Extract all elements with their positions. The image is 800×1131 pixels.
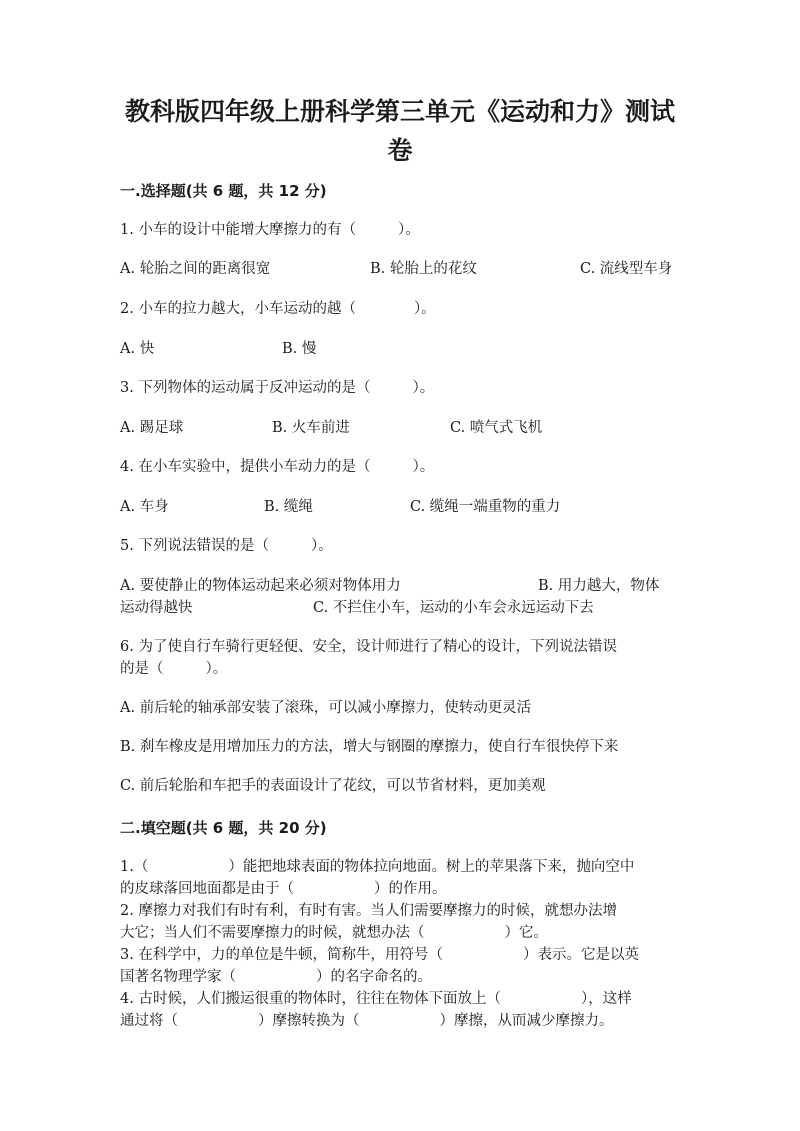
fill-2-line-2 [120, 922, 548, 944]
question-1-text: 1. 小车的设计中能增大摩擦力的有（ [120, 222, 356, 238]
q3-option-c: C. 喷气式飞机 [450, 420, 543, 436]
fill-1-text: ）能把地球表面的物体拉向地面。树上的苹果落下来，抛向空中 [228, 859, 635, 875]
question-3-tail: ）。 [412, 380, 435, 396]
q5-option-b-cont: 运动得越快 [120, 600, 193, 616]
section-heading-choice: 一.选择题(共 6 题，共 12 分) [120, 182, 327, 200]
q1-option-a: A. 轮胎之间的距离很宽 [120, 261, 271, 277]
fill-1-text: 的皮球落回地面都是由于（ [120, 881, 294, 897]
q2-option-b: B. 慢 [282, 341, 317, 357]
q1-option-b: B. 轮胎上的花纹 [370, 261, 477, 277]
question-2-tail: ）。 [413, 301, 436, 317]
fill-4-line-1 [120, 988, 632, 1010]
q2-option-a: A. 快 [120, 341, 155, 357]
q5-option-b: B. 用力越大，物体 [538, 578, 660, 594]
question-6-text: 的是（ [120, 661, 164, 677]
q6-option-b: B. 刹车橡皮是用增加压力的方法，增大与钢圈的摩擦力，使自行车很快停下来 [120, 739, 619, 755]
fill-2-text: 大它；当人们不需要摩擦力的时候，就想办法（ [120, 925, 425, 941]
page-title [110, 92, 690, 170]
fill-4-text: ）摩擦，从而减少摩擦力。 [439, 1013, 614, 1029]
question-6-tail: ）。 [205, 661, 228, 677]
fill-4-text: 通过将（ [120, 1013, 178, 1029]
q4-option-b: B. 缆绳 [264, 499, 313, 515]
question-4 [120, 456, 434, 478]
fill-1-text: 1.（ [120, 859, 149, 875]
question-2-text: 2. 小车的拉力越大，小车运动的越（ [120, 301, 356, 317]
question-1-tail: ）。 [397, 222, 420, 238]
q5-option-a: A. 要使静止的物体运动起来必须对物体用力 [120, 578, 401, 594]
fill-3-text: ）表示。它是以英 [522, 947, 639, 963]
fill-1-line-1 [120, 856, 634, 878]
fill-4-text: ），这样 [580, 991, 632, 1007]
title-line-2: 卷 [387, 136, 413, 165]
q6-option-c: C. 前后轮胎和车把手的表面设计了花纹，可以节省材料，更加美观 [120, 778, 546, 794]
fill-2-line-1: 2. 摩擦力对我们有时有利，有时有害。当人们需要摩擦力的时候，就想办法增 [120, 903, 617, 919]
question-2 [120, 298, 436, 320]
question-3-text: 3. 下列物体的运动属于反冲运动的是（ [120, 380, 371, 396]
q4-option-c: C. 缆绳一端重物的重力 [410, 499, 561, 515]
fill-4-text: 4. 古时候，人们搬运很重的物体时，往往在物体下面放上（ [120, 991, 501, 1007]
q4-option-a: A. 车身 [120, 499, 169, 515]
fill-1-line-2 [120, 878, 447, 900]
question-6-line-1: 6. 为了使自行车骑行更轻便、安全，设计师进行了精心的设计，下列说法错误 [120, 639, 617, 655]
q5-option-c: C. 不拦住小车，运动的小车会永远运动下去 [313, 600, 594, 616]
section-heading-fill: 二.填空题(共 6 题，共 20 分) [120, 819, 327, 837]
question-5 [120, 535, 333, 557]
q6-option-a: A. 前后轮的轴承部安装了滚珠，可以减小摩擦力，使转动更灵活 [120, 700, 532, 716]
question-1 [120, 219, 420, 241]
fill-3-line-1 [120, 944, 639, 966]
q3-option-a: A. 踢足球 [120, 420, 184, 436]
fill-1-text: ）的作用。 [374, 881, 447, 897]
fill-2-text: ）它。 [504, 925, 548, 941]
fill-3-text: 3. 在科学中，力的单位是牛顿，简称牛，用符号（ [120, 947, 443, 963]
fill-4-line-2 [120, 1010, 614, 1032]
question-5-tail: ）。 [310, 538, 333, 554]
fill-3-text: 国著名物理学家（ [120, 969, 236, 985]
title-line-1: 教科版四年级上册科学第三单元《运动和力》测试 [124, 97, 675, 126]
q1-option-c: C. 流线型车身 [580, 261, 673, 277]
question-5-text: 5. 下列说法错误的是（ [120, 538, 269, 554]
question-6-line-2 [120, 658, 227, 680]
q3-option-b: B. 火车前进 [272, 420, 350, 436]
fill-4-text: ）摩擦转换为（ [258, 1013, 360, 1029]
fill-3-text: ）的名字命名的。 [316, 969, 432, 985]
question-4-text: 4. 在小车实验中，提供小车动力的是（ [120, 459, 371, 475]
question-3 [120, 377, 434, 399]
question-4-tail: ）。 [412, 459, 435, 475]
fill-3-line-2 [120, 966, 432, 988]
